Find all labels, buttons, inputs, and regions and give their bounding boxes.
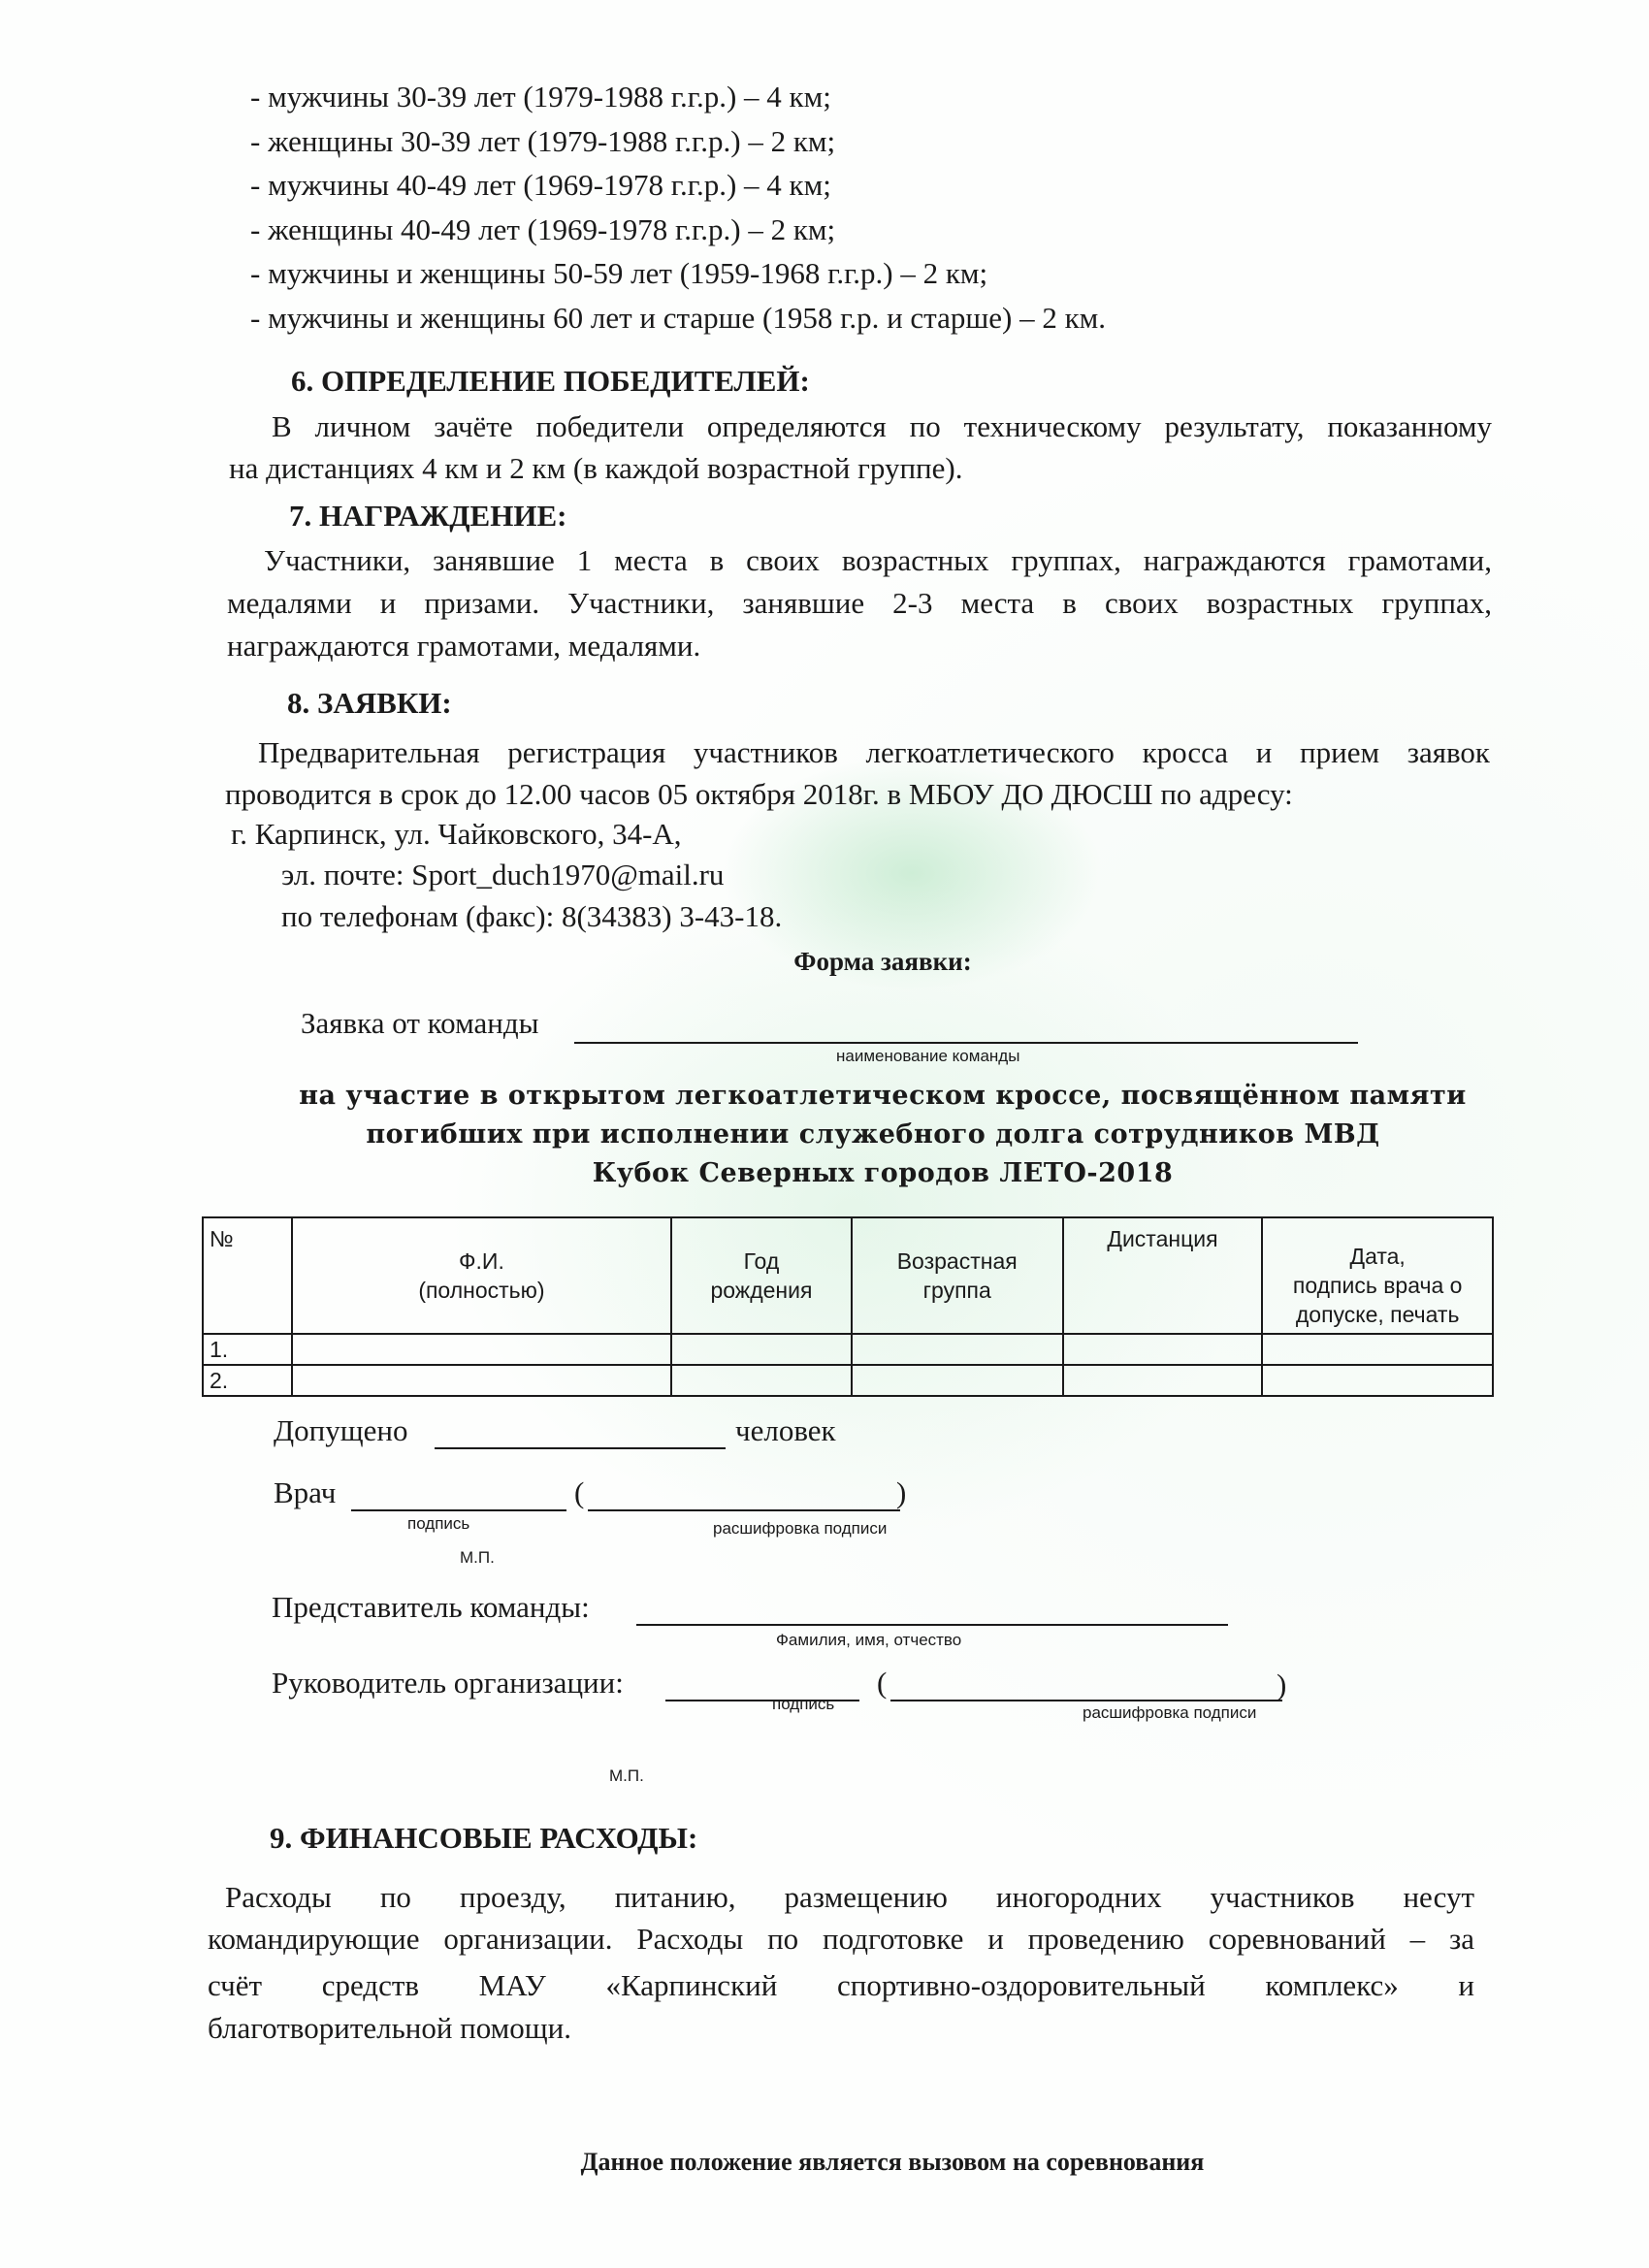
table-cell[interactable]: [1262, 1365, 1493, 1396]
admitted-suffix: человек: [735, 1413, 836, 1447]
age-group-item: - мужчины и женщины 50-59 лет (1959-1968 г.г.р.) – 2 км;: [250, 256, 988, 290]
paren-open: (: [574, 1475, 585, 1509]
paren-close: ): [896, 1475, 907, 1509]
table-cell[interactable]: [292, 1365, 671, 1396]
paren-close: ): [1277, 1668, 1287, 1701]
row-number: 2.: [203, 1365, 292, 1396]
section9-text-line: Расходы по проезду, питанию, размещению иногородних участников несут: [225, 1880, 1474, 1914]
team-label: Заявка от команды: [301, 1006, 539, 1040]
table-row: [203, 1334, 1493, 1365]
event-title-line: на участие в открытом легкоатлетическом кроссе, посвящённом памяти: [299, 1081, 1467, 1111]
event-title-line: погибших при исполнении служебного долга сотрудников МВД: [366, 1119, 1380, 1150]
age-group-item: - мужчины и женщины 60 лет и старше (1958 г.р. и старше) – 2 км.: [250, 301, 1107, 335]
address: г. Карпинск, ул. Чайковского, 34-А,: [231, 817, 682, 851]
section7-text-line: Участники, занявшие 1 места в своих возрастных группах, награждаются грамотами,: [264, 543, 1492, 577]
section7-heading: 7. НАГРАЖДЕНИЕ:: [289, 499, 567, 533]
section6-text-line: на дистанциях 4 км и 2 км (в каждой возрастной группе).: [229, 451, 963, 485]
decode-caption: расшифровка подписи: [713, 1519, 888, 1538]
signature-caption: подпись: [407, 1514, 470, 1533]
table-cell[interactable]: [852, 1334, 1063, 1365]
form-title: Форма заявки:: [793, 947, 972, 976]
column-header-distance: Дистанция: [1063, 1217, 1263, 1334]
section6-text-line: В личном зачёте победители определяются по техническому результату, показанному: [272, 409, 1492, 443]
age-group-item: - мужчины 40-49 лет (1969-1978 г.г.р.) – 4 км;: [250, 168, 831, 202]
section7-text-line: награждаются грамотами, медалями.: [227, 629, 701, 663]
row-number: 1.: [203, 1334, 292, 1365]
section9-text-line: благотворительной помощи.: [208, 2011, 571, 2045]
team-caption: наименование команды: [836, 1047, 1020, 1065]
section9-text-line: командирующие организации. Расходы по подготовке и проведению соревнований – за: [208, 1922, 1474, 1956]
signature-caption: подпись: [772, 1695, 835, 1713]
column-header-birth-year: Год рождения: [671, 1217, 852, 1334]
table-header-row: [203, 1217, 1493, 1334]
paren-open: (: [877, 1666, 888, 1700]
event-cup-title: Кубок Северных городов ЛЕТО-2018: [592, 1158, 1174, 1188]
age-group-item: - женщины 30-39 лет (1979-1988 г.г.р.) – 2 км;: [250, 124, 836, 158]
section9-heading: 9. ФИНАНСОВЫЕ РАСХОДЫ:: [270, 1821, 698, 1855]
representative-caption: Фамилия, имя, отчество: [776, 1631, 962, 1649]
age-group-item: - мужчины 30-39 лет (1979-1988 г.г.р.) – 4 км;: [250, 80, 831, 113]
application-table: [202, 1216, 1494, 1397]
column-header-age-group: Возрастная группа: [852, 1217, 1063, 1334]
decode-caption: расшифровка подписи: [1083, 1703, 1257, 1722]
column-header-full-name: Ф.И. (полностью): [292, 1217, 671, 1334]
table-cell[interactable]: [671, 1365, 852, 1396]
representative-label: Представитель команды:: [272, 1590, 590, 1624]
head-decode-line: [890, 1700, 1282, 1701]
stamp-mark: М.П.: [460, 1548, 495, 1567]
stamp-mark: М.П.: [609, 1766, 644, 1785]
section8-text-line: проводится в срок до 12.00 часов 05 октября 2018г. в МБОУ ДО ДЮСШ по адресу:: [225, 777, 1293, 811]
phone-contact: по телефонам (факс): 8(34383) 3-43-18.: [281, 899, 783, 933]
section6-heading: 6. ОПРЕДЕЛЕНИЕ ПОБЕДИТЕЛЕЙ:: [291, 364, 810, 398]
table-cell[interactable]: [292, 1334, 671, 1365]
team-name-line: [574, 1042, 1358, 1044]
age-group-item: - женщины 40-49 лет (1969-1978 г.г.р.) – 2 км;: [250, 212, 836, 246]
table-cell[interactable]: [852, 1365, 1063, 1396]
admitted-label: Допущено: [274, 1413, 408, 1447]
table-row: [203, 1365, 1493, 1396]
doctor-decode-line: [588, 1509, 900, 1511]
email-contact: эл. почте: Sport_duch1970@mail.ru: [281, 858, 725, 891]
table-cell[interactable]: [671, 1334, 852, 1365]
section8-text-line: Предварительная регистрация участников легкоатлетического кросса и прием заявок: [258, 735, 1490, 769]
closing-statement: Данное положение является вызовом на соревнования: [580, 2148, 1205, 2176]
section9-text-line: счёт средств МАУ «Карпинский спортивно-оздоровительный комплекс» и: [208, 1968, 1474, 2002]
table-cell[interactable]: [1063, 1334, 1263, 1365]
admitted-count-line: [435, 1447, 726, 1449]
representative-name-line: [636, 1624, 1228, 1626]
table-cell[interactable]: [1063, 1365, 1263, 1396]
section7-text-line: медалями и призами. Участники, занявшие 2-3 места в своих возрастных группах,: [227, 586, 1492, 620]
section8-heading: 8. ЗАЯВКИ:: [287, 686, 452, 720]
doctor-signature-line: [351, 1509, 566, 1511]
column-header-number: №: [203, 1217, 292, 1334]
head-label: Руководитель организации:: [272, 1666, 624, 1700]
table-cell[interactable]: [1262, 1334, 1493, 1365]
doctor-label: Врач: [274, 1475, 337, 1509]
column-header-doctor-admission: Дата, подпись врача о допуске, печать: [1262, 1217, 1493, 1334]
